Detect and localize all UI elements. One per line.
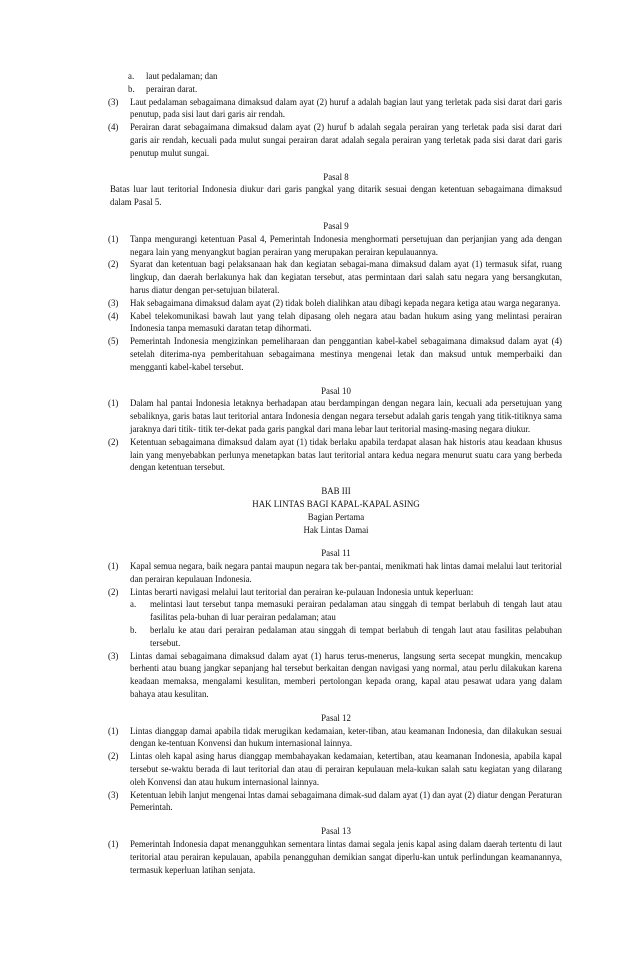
item-text: melintasi laut tersebut tanpa memasuki perairan pedalaman atau singgah di tempat berlabuh di tengah laut atau fasilitas pela-buhan di luar perairan pedalaman; atau xyxy=(150,599,562,623)
pasal-9-title: Pasal 9 xyxy=(323,220,349,231)
numbered-paragraph xyxy=(110,650,562,701)
paragraph-text: Lintas dianggap damai apabila tidak merugikan kedamaian, keter-tiban, atau keamanan Indonesia, dan dilakukan sesuai dengan ke-tentuan Konvensi dan hukum internasional lainnya. xyxy=(130,725,562,749)
numbered-paragraph xyxy=(110,233,562,259)
paragraph-text: Tanpa mengurangi ketentuan Pasal 4, Pemerintah Indonesia menghormati persetujuan dan perjanjian yang ada dengan negara lain yang menyangkut bagian perairan yang merupakan perairan kepulauannya. xyxy=(130,233,562,257)
item-text: perairan darat. xyxy=(146,83,198,94)
part-label: Bagian Pertama xyxy=(307,511,365,522)
chapter-title: HAK LINTAS BAGI KAPAL-KAPAL ASING xyxy=(252,498,420,509)
pasal-11-body xyxy=(110,560,562,701)
pasal-12-body xyxy=(110,725,562,815)
paragraph-number: (1) xyxy=(108,839,119,850)
paragraph-number: (4) xyxy=(108,310,119,321)
paragraph-number: (2) xyxy=(108,751,119,762)
paragraph-text: Perairan darat sebagaimana dimaksud dalam ayat (2) huruf b adalah segala perairan yang terletak pada sisi darat dari garis air rendah, kecuali pada mulut sungai perairan darat adalah segala perairan yang terletak pada sisi darat dari garis penutup mulut sungai. xyxy=(130,122,562,158)
paragraph-number: (2) xyxy=(108,436,119,447)
paragraph-text: Pemerintah Indonesia dapat menangguhkan sementara lintas damai segala jenis kapal asing dalam daerah tertentu di laut teritorial atau perairan kepulauan, apabila penangguhan demikian sangat diperlu-kan untuk perlindungan keamanannya, termasuk keperluan latihan senjata. xyxy=(130,839,562,875)
paragraph-text: Ketentuan sebagaimana dimaksud dalam ayat (1) tidak berlaku apabila terdapat alasan hak historis atau keadaan khusus lain yang menyebabkan perlunya menetapkan batas laut teritorial antara kedua negara menurut suatu cara yang berbeda dengan ketentuan tersebut. xyxy=(130,436,562,473)
numbered-paragraph xyxy=(110,560,562,586)
item-label: b. xyxy=(128,83,135,94)
item-text: berlalu ke atau dari perairan pedalaman atau singgah di tempat berlabuh di tengah laut atau fasilitas pelabuhan tersebut. xyxy=(150,625,562,648)
pasal-11-title: Pasal 11 xyxy=(321,548,351,559)
paragraph-number: (3) xyxy=(108,297,119,308)
numbered-paragraph xyxy=(110,335,562,373)
paragraph-text: Laut pedalaman sebagaimana dimaksud dalam ayat (2) huruf a adalah bagian laut yang terletak pada sisi darat dari garis penutup, pada sisi laut dari garis air rendah. xyxy=(130,96,562,120)
paragraph-number: (5) xyxy=(108,336,119,347)
numbered-paragraph xyxy=(110,436,562,474)
paragraph-number: (1) xyxy=(108,233,119,244)
paragraph-text: Hak sebagaimana dimaksud dalam ayat (2) tidak boleh dialihkan atau dibagi kepada negara ketiga atau warga negaranya. xyxy=(130,297,561,308)
paragraph-text: Syarat dan ketentuan bagi pelaksanaan hak dan kegiatan sebagai-mana dimaksud dalam ayat (1) termasuk sifat, ruang lingkup, dan daerah berlakunya hak dan kegiatan tersebut, atas permintaan dari salah satu negara yang bersangkutan, harus diatur dengan per-setujuan bilateral. xyxy=(130,259,562,295)
pasal-10-title: Pasal 10 xyxy=(321,385,351,396)
numbered-paragraph xyxy=(110,750,562,788)
numbered-paragraph xyxy=(110,838,562,876)
numbered-paragraph xyxy=(110,397,562,435)
paragraph-number: (2) xyxy=(108,259,119,270)
list-item xyxy=(110,70,562,83)
numbered-paragraph xyxy=(110,586,562,599)
paragraph-number: (2) xyxy=(108,586,119,597)
numbered-paragraph xyxy=(110,310,562,336)
pasal-13-title: Pasal 13 xyxy=(321,826,351,837)
chapter-number: BAB III xyxy=(321,486,351,497)
numbered-paragraph xyxy=(110,725,562,751)
pasal-8-text: Batas luar laut teritorial Indonesia diukur dari garis pangkal yang ditarik sesuai dengan ketentuan sebagaimana dimaksud dalam Pasal 5. xyxy=(110,184,562,208)
pasal-13-body xyxy=(110,838,562,876)
paragraph-text: Kabel telekomunikasi bawah laut yang telah dipasang oleh negara atau badan hukum asing yang melintasi perairan Indonesia tanpa memasuki daratan tetap dihormati. xyxy=(130,310,562,334)
paragraph-text: Lintas damai sebagaimana dimaksud dalam ayat (1) harus terus-menerus, langsung serta secepat mungkin, mencakup berhenti atau buang jangkar sepanjang hal tersebut berkaitan dengan navigasi yang normal, atau perlu dilakukan karena keadaan memaksa, mengalami kesulitan, memberi pertolongan kepada orang, kapal atau pesawat udara yang dalam bahaya atau kesulitan. xyxy=(130,650,562,700)
paragraph-text: Kapal semua negara, baik negara pantai maupun negara tak ber-pantai, menikmati hak lintas damai melalui laut teritorial dan perairan kepulauan Indonesia. xyxy=(130,561,562,584)
item-text: laut pedalaman; dan xyxy=(146,71,218,81)
pasal-10-body xyxy=(110,397,562,474)
numbered-paragraph xyxy=(110,121,562,159)
paragraph-number: (1) xyxy=(108,398,119,409)
paragraph-text: Lintas oleh kapal asing harus dianggap membahayakan kedamaian, ketertiban, atau keamanan Indonesia, apabila kapal tersebut se-waktu berada di laut teritorial dan atau di perairan kepulauan mela-kukan salah satu kegiatan yang dilarang oleh Konvensi dan atau hukum internasional lainnya. xyxy=(130,751,562,787)
list-item xyxy=(110,598,562,624)
numbered-paragraph xyxy=(110,258,562,296)
paragraph-number: (3) xyxy=(108,789,119,800)
paragraph-number: (1) xyxy=(108,561,119,572)
paragraph-text: Pemerintah Indonesia mengizinkan pemeliharaan dan penggantian kabel-kabel sebagaimana dimaksud dalam ayat (4) setelah diterima-nya pemberitahuan sebagaimana mestinya mengenai letak dan maksud untuk memperbaiki dan mengganti kabel-kabel tersebut. xyxy=(130,336,562,372)
list-item xyxy=(110,83,562,96)
paragraph-text: Dalam hal pantai Indonesia letaknya berhadapan atau berdampingan dengan negara lain, kecuali ada persetujuan yang sebaliknya, garis batas laut teritorial antara Indonesia dengan negara tersebut adalah garis tengah yang titik-titiknya sama jaraknya dari titik- titik ter-dekat pada garis pangkal dari mana lebar laut teritorial masing-masing negara diukur. xyxy=(130,398,562,434)
paragraph-number: (1) xyxy=(108,725,119,736)
item-label: a. xyxy=(128,71,135,81)
paragraph-text: Lintas berarti navigasi melalui laut teritorial dan perairan ke-pulauan Indonesia untuk keperluan: xyxy=(130,586,474,597)
numbered-paragraph xyxy=(110,297,562,310)
document-page xyxy=(110,70,562,876)
part-title: Hak Lintas Damai xyxy=(303,524,369,535)
item-label: a. xyxy=(130,599,137,610)
paragraph-number: (4) xyxy=(108,122,119,133)
paragraph-text: Ketentuan lebih lanjut mengenai lntas damai sebagaimana dimak-sud dalam ayat (1) dan ayat (2) diatur dengan Peraturan Pemerintah. xyxy=(130,789,562,813)
pasal-12-title: Pasal 12 xyxy=(321,712,351,723)
paragraph-number: (3) xyxy=(108,96,119,107)
pasal-8-title: Pasal 8 xyxy=(323,171,349,182)
numbered-paragraph xyxy=(110,96,562,122)
numbered-paragraph xyxy=(110,789,562,815)
item-label: b. xyxy=(130,625,137,636)
list-item xyxy=(110,624,562,650)
pasal-9-body xyxy=(110,233,562,374)
paragraph-number: (3) xyxy=(108,650,119,661)
